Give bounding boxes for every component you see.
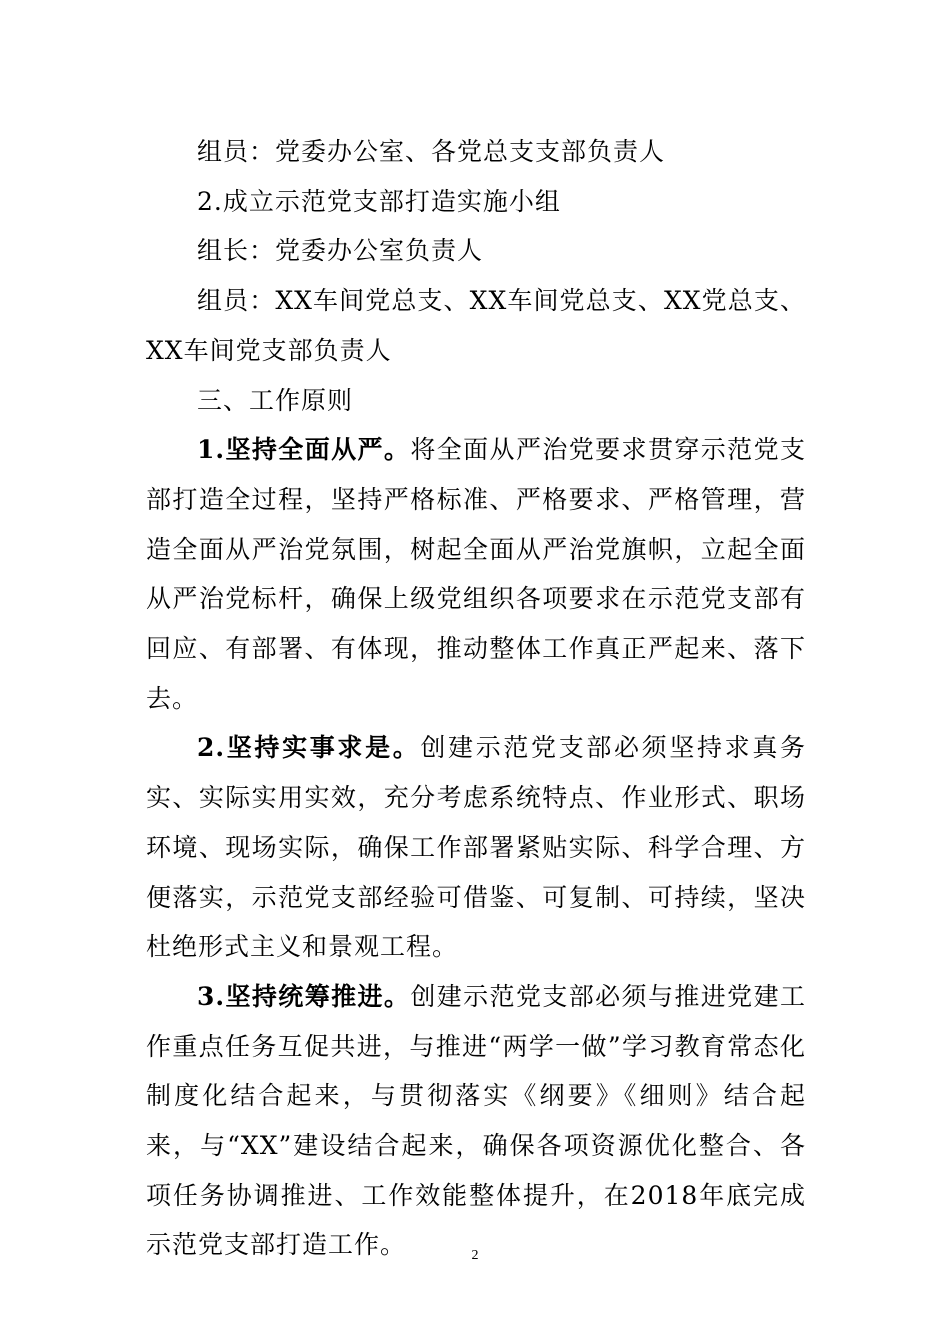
section-heading <box>146 376 806 426</box>
paragraph-group-members-workshops <box>146 276 806 375</box>
paragraph-text: 组长：党委办公室负责人 <box>197 236 484 266</box>
principle-paragraph <box>146 425 806 723</box>
paragraph-text: 组员：党委办公室、各党总支支部负责人 <box>197 137 666 166</box>
principle-text: 创建示范党支部必须坚持求真务实、实际实用实效，充分考虑系统特点、作业形式、职场环境、现场实际，确保工作部署紧贴实际、科学合理、方便落实，示范党支部经验可借鉴、可复制、可持续，坚决杜绝形式主义和景观工程。 <box>146 733 806 962</box>
principle-paragraph <box>146 723 806 972</box>
paragraph-implementation-group <box>146 177 806 227</box>
principle-text: 将全面从严治党要求贯穿示范党支部打造全过程，坚持严格标准、严格要求、严格管理，营造全面从严治党氛围，树起全面从严治党旗帜，立起全面从严治党标杆，确保上级党组织各项要求在示范党支部有回应、有部署、有体现，推动整体工作真正严起来、落下去。 <box>146 435 806 713</box>
section-heading-text: 三、工作原则 <box>197 385 354 415</box>
principle-text: 创建示范党支部必须与推进党建工作重点任务互促共进，与推进“两学一做”学习教育常态化制度化结合起来，与贯彻落实《纲要》《细则》结合起来，与“XX”建设结合起来，确保各项资源优化整合、各项任务协调推进、工作效能整体提升，在2018年底完成示范党支部打造工作。 <box>146 981 806 1260</box>
page-number: 2 <box>471 1248 479 1263</box>
principle-paragraph <box>146 972 806 1270</box>
principle-lead: 1.坚持全面从严。 <box>197 435 411 465</box>
paragraph-text: 2.成立示范党支部打造实施小组 <box>197 186 561 216</box>
paragraph-group-members <box>146 127 806 177</box>
paragraph-text: 组员：XX车间党总支、XX车间党总支、XX党总支、XX车间党支部负责人 <box>146 286 806 365</box>
document-body <box>146 127 806 1270</box>
paragraph-group-leader <box>146 226 806 276</box>
principle-lead: 3.坚持统筹推进。 <box>197 981 411 1011</box>
principle-lead: 2.坚持实事求是。 <box>197 733 421 763</box>
